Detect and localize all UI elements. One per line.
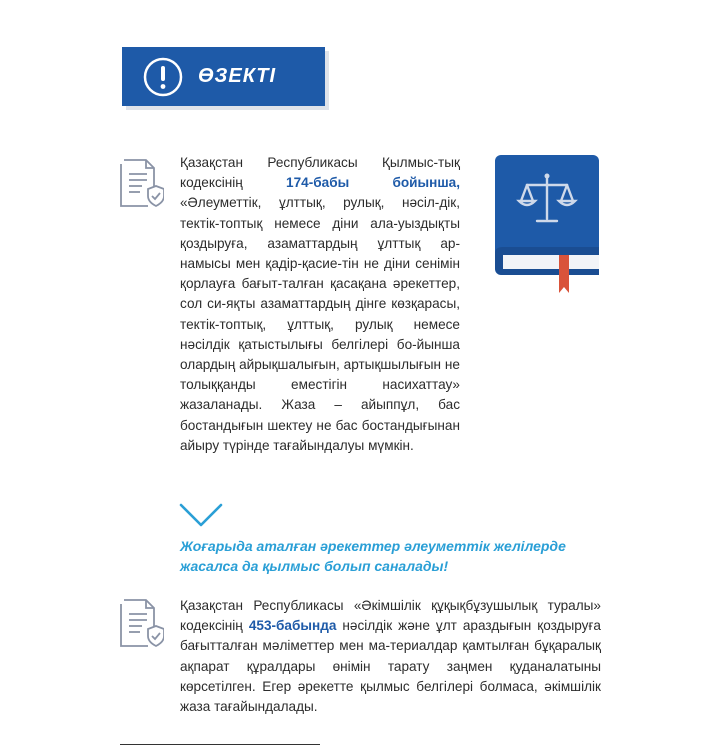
article-453-highlight: 453-бабында	[248, 618, 337, 634]
document-check-icon	[118, 156, 164, 210]
exclamation-circle-icon	[142, 56, 184, 98]
criminal-code-paragraph	[180, 153, 460, 456]
paragraph-text: нәсілдік және ұлт араздығын қоздыруға бағытталған мәліметтер мен ма-териалдар қамтылған бұқаралық ақпарат құралдары өнімін тарату заңмен қуданалатыны көрсетілген. Егер әрекетте қылмыс белгілері болмаса, әкімшілік жаза тағайындалады.	[180, 618, 601, 715]
document-check-icon	[118, 596, 164, 650]
chevron-down-icon	[178, 500, 224, 530]
header-banner	[122, 47, 325, 106]
paragraph-text: Қазақстан Республикасы «Әкімшілік құқықбұзушылық туралы» кодексінің	[180, 598, 601, 634]
administrative-code-paragraph	[180, 596, 601, 717]
banner-title: ӨЗЕКТІ	[198, 65, 277, 87]
paragraph-text: Қазақстан Республикасы Қылмыс-тық кодексінің	[180, 155, 460, 191]
article-174-highlight: 174-бабы бойынша,	[286, 175, 460, 191]
law-book-scales-icon	[493, 155, 601, 295]
social-media-note: Жоғарыда аталған әрекеттер әлеуметтік желілерде жасалса да қылмыс болып саналады!	[180, 538, 566, 574]
paragraph-text: «Әлеуметтік, ұлттық, рулық, нәсіл-дік, тектік-топтық немесе діни ала-уыздықты қоздыруға, азаматтардың ұлттық ар-намысы мен қадір-қасие-тін не діни сенімін қорлауға бағыт-талған қасақана әрекеттер, сол си-яқты азаматтардың дінге көзқарасы, тектік-топтық, ұлттық, рулық немесе нәсілдік қатыстылығы белгілері бо-йынша олардың айрықшалығын, артықшылығын не толыққанды еместігін насихаттау» жазаланады. Жаза – айыппұл, бас бостандығын шектеу не бас бостандығынан айыру түрінде тағайындалуы мүмкін.	[180, 195, 460, 453]
footnote-divider	[120, 744, 320, 745]
